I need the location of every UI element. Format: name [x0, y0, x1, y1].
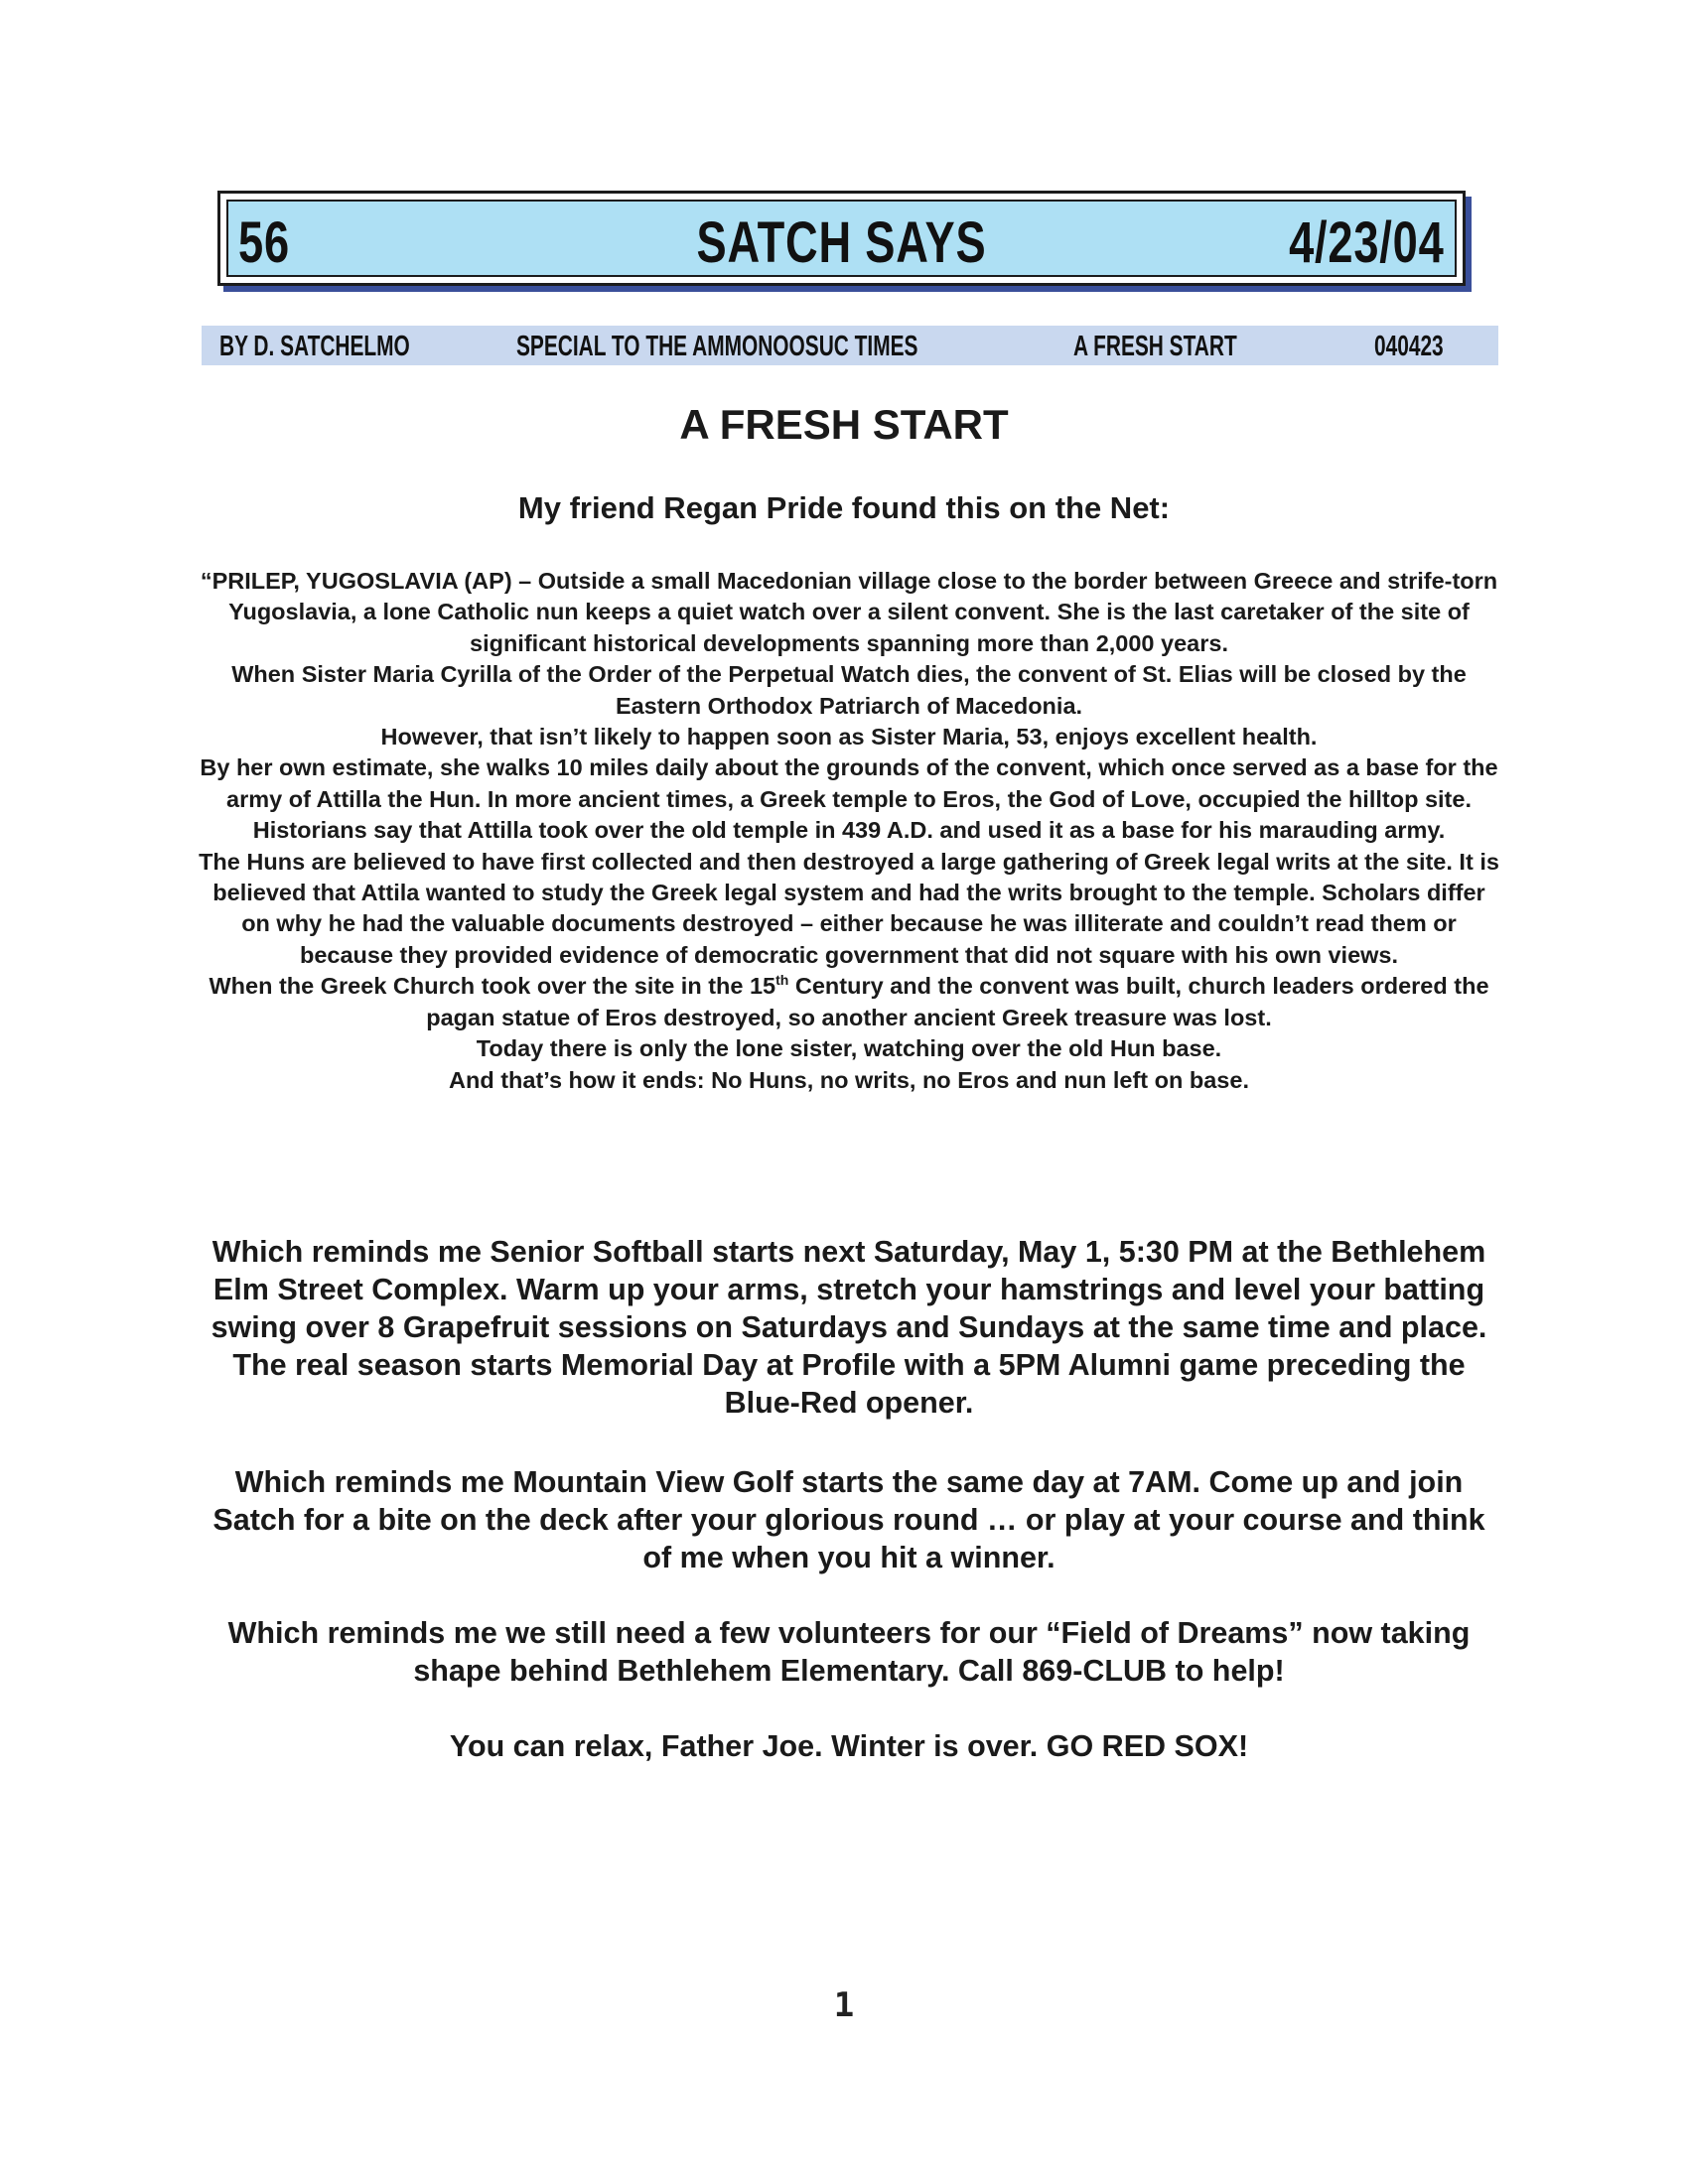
byline-author: BY D. SATCHELMO — [219, 331, 410, 362]
issue-date: 4/23/04 — [1289, 210, 1445, 275]
quote-paragraph: By her own estimate, she walks 10 miles daily about the grounds of the convent, which once served as a base for the army of Attilla the Hun. In more ancient times, a Greek temple to Eros, the God of Love, occupied the hilltop site. Historians say that Attilla took over the old temple in 439 A.D. and used it as a base for his marauding army. — [200, 754, 1498, 844]
closing-text: You can relax, Father Joe. Winter is over. GO RED SOX! — [449, 1729, 1249, 1763]
masthead-panel — [226, 200, 1457, 277]
quoted-story — [199, 566, 1499, 1096]
quote-paragraph: “PRILEP, YUGOSLAVIA (AP) – Outside a small Macedonian village close to the border between Greece and strife-torn Yugoslavia, a lone Catholic nun keeps a quiet watch over a silent convent. She is the last caretaker of the site of significant historical developments spanning more than 2,000 years. — [200, 568, 1498, 656]
volunteers-paragraph — [199, 1614, 1499, 1690]
column-title: SATCH SAYS — [696, 210, 987, 275]
masthead — [217, 191, 1466, 286]
quote-paragraph-church — [199, 971, 1499, 1033]
quote-paragraph: However, that isn’t likely to happen soon as Sister Maria, 53, enjoys excellent health. — [380, 724, 1318, 751]
quote-paragraph: When Sister Maria Cyrilla of the Order of the Perpetual Watch dies, the convent of St. Elias will be closed by the Eastern Orthodox Patriarch of Macedonia. — [231, 661, 1467, 719]
softball-text: Which reminds me Senior Softball starts next Saturday, May 1, 5:30 PM at the Bethlehem Elm Street Complex. Warm up your arms, stretch your hamstrings and level your batting swing over 8 Grapefruit sessions on Saturdays and Sundays at the same time and place. The real season starts Memorial Day at Profile with a 5PM Alumni game preceding the Blue-Red opener. — [211, 1235, 1487, 1420]
byline-bar — [202, 326, 1498, 365]
issue-number: 56 — [238, 210, 290, 275]
ordinal-suffix: th — [775, 972, 789, 989]
byline-code: 040423 — [1374, 331, 1444, 362]
volunteers-text: Which reminds me we still need a few volunteers for our “Field of Dreams” now taking shape behind Bethlehem Elementary. Call 869-CLUB to help! — [227, 1616, 1471, 1688]
byline-publication: SPECIAL TO THE AMMONOOSUC TIMES — [516, 331, 918, 362]
golf-paragraph — [199, 1463, 1499, 1576]
quote-paragraph: And that’s how it ends: No Huns, no writs, no Eros and nun left on base. — [449, 1066, 1249, 1093]
article-subhead: My friend Regan Pride found this on the Net: — [517, 490, 1171, 525]
article-headline: A FRESH START — [679, 401, 1009, 448]
closing-paragraph — [199, 1727, 1499, 1765]
church-text-end: Century and the convent was built, church leaders ordered the pagan statue of Eros destroyed, so another ancient Greek treasure was lost. — [426, 973, 1489, 1030]
softball-paragraph — [199, 1233, 1499, 1422]
church-text-start: When the Greek Church took over the site in the 15 — [209, 973, 776, 1000]
byline-topic: A FRESH START — [1073, 331, 1237, 362]
page-number: 1 — [833, 1985, 855, 2025]
golf-text: Which reminds me Mountain View Golf starts the same day at 7AM. Come up and join Satch for a bite on the deck after your glorious round … or play at your course and think of me when you hit a winner. — [212, 1465, 1485, 1574]
quote-paragraph: The Huns are believed to have first collected and then destroyed a large gathering of Greek legal writs at the site. It is believed that Attila wanted to study the Greek legal system and had the writs brought to the temple. Scholars differ on why he had the valuable documents destroyed – either because he was illiterate and couldn’t read them or because they provided evidence of democratic government that did not square with his own views. — [199, 848, 1499, 968]
quote-paragraph: Today there is only the lone sister, watching over the old Hun base. — [476, 1035, 1222, 1062]
